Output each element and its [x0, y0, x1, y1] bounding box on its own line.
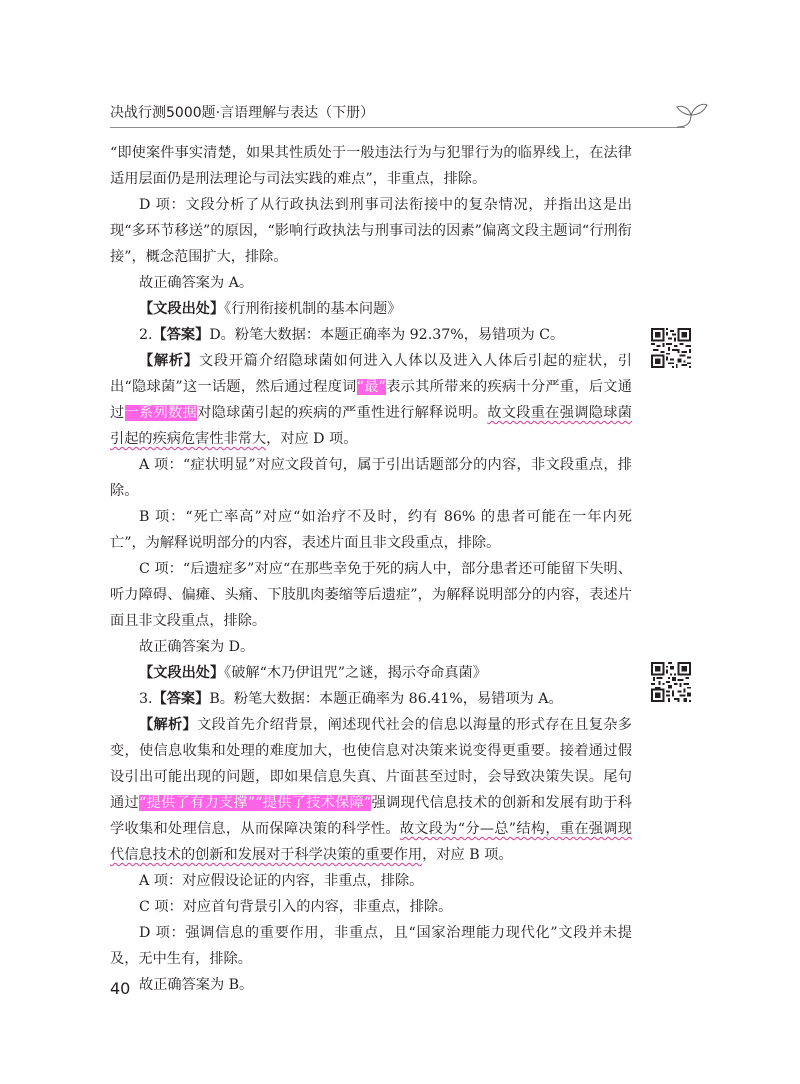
answer-label: 【答案】 — [152, 691, 210, 707]
analysis-text: 表示其所带来的疾病十分严重，后文通过 — [110, 379, 632, 421]
key-point-underline: 故文段为“分—总”结构，重在强调现代信息技术的创新和发展对于科学决策的重要作用 — [110, 821, 632, 863]
option-d-analysis: D 项：强调信息的重要作用，非重点，且“国家治理能力现代化”文段并未提及，无中生有，排除。 — [110, 925, 632, 967]
running-header — [110, 103, 700, 133]
sprout-icon — [673, 93, 709, 133]
option-b-analysis: B 项：“死亡率高”对应“如治疗不及时，约有 86% 的患者可能在一年内死亡”，为解释说明部分的内容，表述片面且非文段重点，排除。 — [110, 509, 632, 551]
answer-conclusion: 故正确答案为 B。 — [139, 977, 254, 993]
question-number: 3. — [139, 691, 153, 707]
analysis-paragraph — [110, 712, 632, 868]
analysis-label: 【解析】 — [139, 353, 199, 369]
highlight: “提供了有力支撑”“提供了技术保障” — [138, 795, 372, 811]
analysis-text: ，对应 B 项。 — [422, 847, 513, 863]
answer-line — [110, 686, 632, 712]
source-label: 【文段出处】 — [139, 301, 225, 317]
analysis-text: 对隐球菌引起的疾病的严重性进行解释说明。 — [197, 405, 488, 421]
answer-conclusion: 故正确答案为 D。 — [139, 639, 255, 655]
option-c-analysis: C 项：对应首句背景引入的内容，非重点，排除。 — [139, 899, 453, 915]
page-number: 40 — [110, 979, 131, 998]
qr-code-icon[interactable] — [651, 662, 691, 702]
paragraph: “即使案件事实清楚，如果其性质处于一般违法行为与犯罪行为的临界线上，在法律适用层面仍是刑法理论与司法实践的难点”，非重点，排除。 — [110, 145, 632, 187]
option-c-analysis: C 项：“后遗症多”对应“在那些幸免于死的病人中，部分患者还可能留下失明、听力障碍、偏瘫、头痛、下肢肌肉萎缩等后遗症”，为解释说明部分的内容，表述片面且非文段重点，排除。 — [110, 561, 632, 629]
answer-line — [110, 322, 632, 348]
source-line — [110, 660, 632, 686]
answer-text: B。粉笔大数据：本题正确率为 86.41%，易错项为 A。 — [209, 691, 563, 707]
source-title: 《行刑衔接机制的基本问题》 — [224, 301, 402, 317]
option-a-analysis: A 项：对应假设论证的内容，非重点，排除。 — [139, 873, 424, 889]
qr-code-icon[interactable] — [651, 328, 691, 368]
book-title: 决战行测5000题·言语理解与表达（下册） — [110, 105, 375, 121]
option-d-analysis: D 项：文段分析了从行政执法到刑事司法衔接中的复杂情况，并指出这是出现“多环节移送”的原因，“影响行政执法与刑事司法的因素”偏离文段主题词“行刑衔接”，概念范围扩大，排除。 — [110, 197, 632, 265]
analysis-text: 文段首先介绍背景，阐述现代社会的信息以海量的形式存在且复杂多变，使信息收集和处理的难度加大，也使信息对决策来说变得更重要。接着通过假设引出可能出现的问题，即如果信息失真、片面甚至过时，会导致决策失误。尾句通过 — [110, 717, 632, 811]
analysis-text: 文段开篇介绍隐球菌如何进入人体以及进入人体后引起的症状，引出“隐球菌”这一话题，然后通过程度词 — [110, 353, 632, 395]
analysis-label: 【解析】 — [139, 717, 198, 733]
source-line — [110, 296, 632, 322]
key-point-underline: 故文段重在强调隐球菌引起的疾病危害性非常大 — [110, 405, 632, 447]
source-title: 《破解“木乃伊诅咒”之谜，揭示夺命真菌》 — [224, 665, 487, 681]
page-body — [110, 140, 632, 998]
answer-conclusion: 故正确答案为 A。 — [139, 275, 254, 291]
analysis-paragraph — [110, 348, 632, 452]
header-rule — [110, 127, 685, 128]
highlight: 一系列数据 — [124, 405, 198, 421]
analysis-text: 强调现代信息技术的创新和发展有助于科学收集和处理信息，从而保障决策的科学性。 — [110, 795, 632, 837]
highlight: “最” — [356, 379, 386, 395]
question-number: 2. — [139, 327, 153, 343]
option-a-analysis: A 项：“症状明显”对应文段首句，属于引出话题部分的内容，非文段重点，排除。 — [110, 457, 632, 499]
answer-text: D。粉笔大数据：本题正确率为 92.37%，易错项为 C。 — [209, 327, 565, 343]
source-label: 【文段出处】 — [139, 665, 225, 681]
analysis-text: ，对应 D 项。 — [266, 431, 358, 447]
answer-label: 【答案】 — [152, 327, 210, 343]
